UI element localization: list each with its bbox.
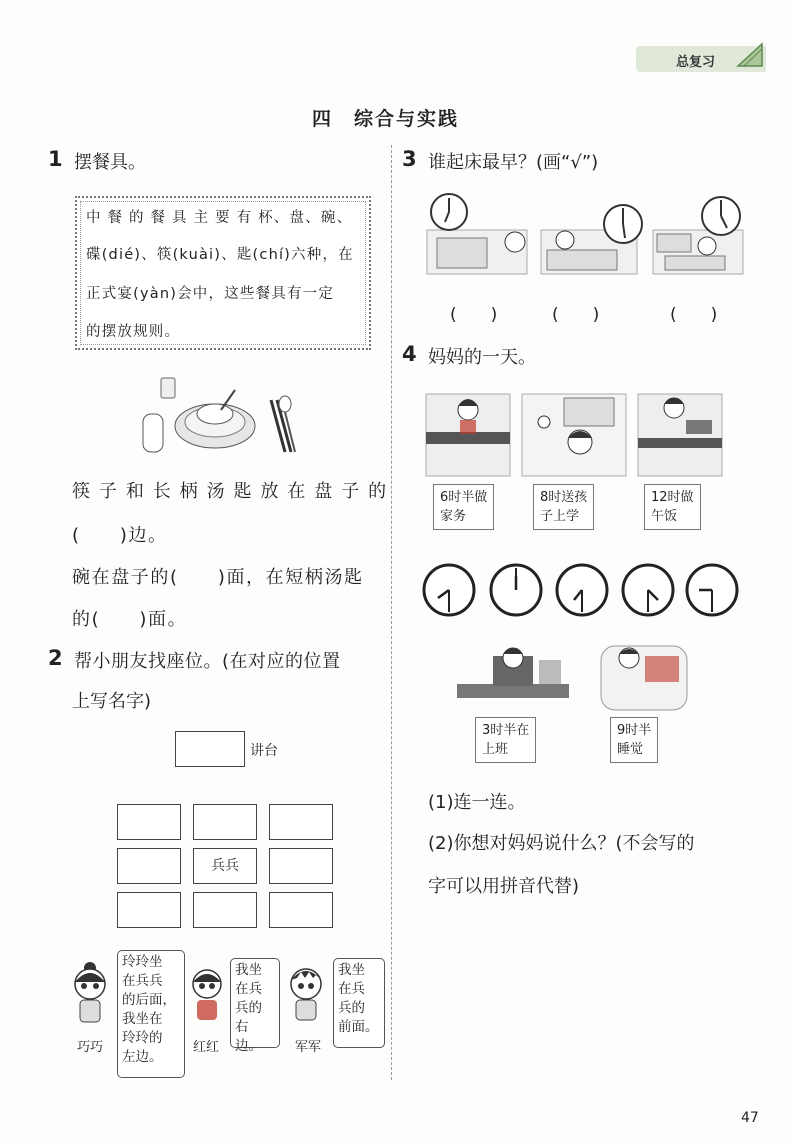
q3-wakeup-scenes: [425, 190, 745, 280]
q3-answer-slot[interactable]: ( ): [552, 305, 600, 325]
page-number: 47: [741, 1110, 759, 1126]
seat-box[interactable]: [193, 804, 257, 840]
q1-note-line: 中 餐 的 餐 具 主 要 有 杯、盘、碗、: [86, 210, 353, 226]
q4-daily-scenes-bottom: [455, 636, 695, 712]
seat-box-bingbing: 兵兵: [193, 848, 257, 884]
ruler-triangle-icon: [736, 40, 766, 70]
section-title: 四 综合与实践: [312, 108, 460, 130]
caption-box[interactable]: 6时半做 家务: [433, 484, 494, 530]
kid-honghong-illustration: [185, 962, 229, 1032]
kid-name: 巧巧: [77, 1040, 104, 1055]
seat-box[interactable]: [269, 848, 333, 884]
kid-qiaoqiao-illustration: [66, 960, 114, 1032]
q1-note-line: 碟(dié)、筷(kuài)、匙(chí)六种，在: [86, 247, 354, 263]
q2-title-line2: 上写名字): [72, 691, 152, 712]
q1-line1: 筷 子 和 长 柄 汤 匙 放 在 盘 子 的: [72, 481, 388, 502]
podium-label: 讲台: [250, 743, 278, 759]
clock-icon: [424, 565, 474, 615]
clock-icon: [623, 565, 673, 615]
seat-box[interactable]: [117, 892, 181, 928]
clock-icon: [491, 565, 541, 615]
q1-number: 1: [48, 147, 63, 171]
caption-box[interactable]: 8时送孩 子上学: [533, 484, 594, 530]
q4-sub1: (1)连一连。: [428, 792, 526, 813]
caption-box[interactable]: 3时半在 上班: [475, 717, 536, 763]
q3-number: 3: [402, 147, 417, 171]
header-tab-label: 总复习: [676, 55, 716, 70]
speech-bubble: 玲玲坐 在兵兵 的后面， 我坐在 玲玲的 左边。: [117, 950, 185, 1078]
seat-box[interactable]: [117, 848, 181, 884]
tableware-illustration: [135, 370, 315, 460]
q2-title-line1: 帮小朋友找座位。(在对应的位置: [74, 651, 341, 672]
column-divider: [391, 145, 392, 1080]
speech-bubble: 我坐 在兵 兵的 右边。: [230, 958, 280, 1048]
q4-sub2-line1: (2)你想对妈妈说什么？(不会写的: [428, 833, 695, 854]
q4-daily-scenes-top: [424, 388, 724, 478]
q1-note-line: 的摆放规则。: [86, 324, 181, 340]
clock-icon: [687, 565, 737, 615]
q1-title: 摆餐具。: [74, 152, 146, 173]
q1-line3[interactable]: 碗在盘子的( )面，在短柄汤匙: [72, 567, 364, 588]
kid-name: 军军: [295, 1040, 322, 1055]
q3-title: 谁起床最早？(画“√”): [428, 152, 599, 173]
q4-number: 4: [402, 342, 417, 366]
caption-box[interactable]: 9时半 睡觉: [610, 717, 658, 763]
q3-answer-slot[interactable]: ( ): [450, 305, 498, 325]
q1-line2[interactable]: ( )边。: [72, 525, 168, 546]
q4-title: 妈妈的一天。: [428, 347, 536, 368]
q3-answer-slot[interactable]: ( ): [670, 305, 718, 325]
speech-bubble: 我坐 在兵 兵的 前面。: [333, 958, 385, 1048]
q2-number: 2: [48, 646, 63, 670]
seat-box[interactable]: [117, 804, 181, 840]
q1-note-line: 正式宴(yàn)会中，这些餐具有一定: [86, 286, 335, 302]
caption-box[interactable]: 12时做 午饭: [644, 484, 701, 530]
kid-junjun-illustration: [283, 960, 329, 1030]
q1-line4[interactable]: 的( )面。: [72, 609, 188, 630]
seat-box[interactable]: [269, 804, 333, 840]
clock-icon: [557, 565, 607, 615]
podium-box: [175, 731, 245, 767]
kid-name: 红红: [193, 1040, 220, 1055]
q4-sub2-line2: 字可以用拼音代替): [428, 876, 580, 897]
q4-clocks: [420, 562, 740, 620]
seat-box[interactable]: [193, 892, 257, 928]
seat-box[interactable]: [269, 892, 333, 928]
